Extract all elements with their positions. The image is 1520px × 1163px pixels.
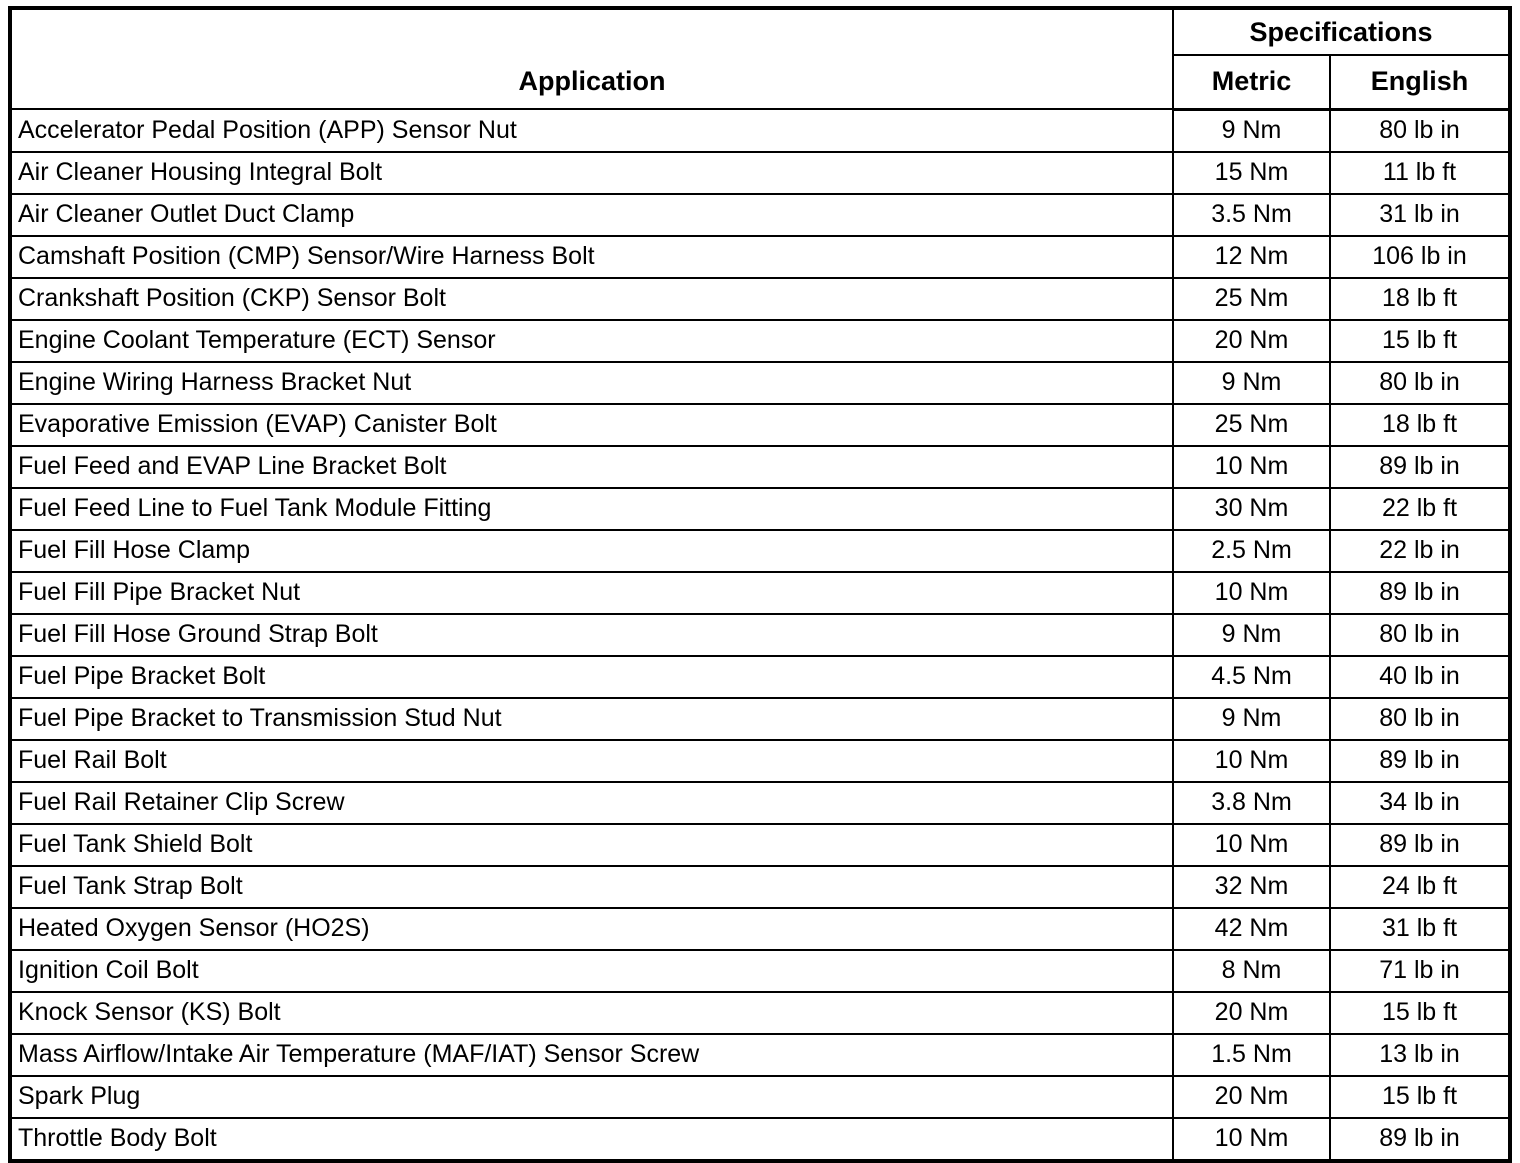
english-column-header: English [1330,55,1510,109]
table-row [10,572,1510,614]
application-cell: Spark Plug [10,1076,1173,1118]
english-value-cell: 80 lb in [1330,698,1510,740]
table-row [10,992,1510,1034]
english-value-cell: 31 lb in [1330,194,1510,236]
english-value-cell: 80 lb in [1330,614,1510,656]
table-row [10,824,1510,866]
table-row [10,1034,1510,1076]
application-cell: Fuel Pipe Bracket Bolt [10,656,1173,698]
metric-value-cell: 20 Nm [1173,1076,1330,1118]
metric-value-cell: 9 Nm [1173,698,1330,740]
english-value-cell: 22 lb ft [1330,488,1510,530]
header-row-specifications [10,8,1510,55]
application-cell: Knock Sensor (KS) Bolt [10,992,1173,1034]
english-value-cell: 89 lb in [1330,572,1510,614]
application-cell: Fuel Fill Hose Ground Strap Bolt [10,614,1173,656]
metric-value-cell: 25 Nm [1173,278,1330,320]
metric-value-cell: 10 Nm [1173,824,1330,866]
table-row [10,362,1510,404]
application-cell: Fuel Feed and EVAP Line Bracket Bolt [10,446,1173,488]
metric-value-cell: 12 Nm [1173,236,1330,278]
table-row [10,278,1510,320]
metric-value-cell: 10 Nm [1173,446,1330,488]
english-value-cell: 18 lb ft [1330,278,1510,320]
english-value-cell: 24 lb ft [1330,866,1510,908]
metric-value-cell: 10 Nm [1173,1118,1330,1161]
metric-value-cell: 30 Nm [1173,488,1330,530]
english-value-cell: 15 lb ft [1330,1076,1510,1118]
table-row [10,950,1510,992]
application-cell: Throttle Body Bolt [10,1118,1173,1161]
metric-value-cell: 9 Nm [1173,614,1330,656]
metric-value-cell: 9 Nm [1173,109,1330,152]
application-cell: Fuel Tank Shield Bolt [10,824,1173,866]
table-row [10,614,1510,656]
specifications-column-group-header: Specifications [1173,8,1510,55]
english-value-cell: 89 lb in [1330,446,1510,488]
metric-value-cell: 20 Nm [1173,992,1330,1034]
table-row [10,698,1510,740]
table-row [10,782,1510,824]
application-cell: Accelerator Pedal Position (APP) Sensor Nut [10,109,1173,152]
application-cell: Engine Coolant Temperature (ECT) Sensor [10,320,1173,362]
table-row [10,152,1510,194]
table-row [10,1076,1510,1118]
english-value-cell: 71 lb in [1330,950,1510,992]
spec-table-body [10,109,1510,1161]
application-cell: Fuel Rail Bolt [10,740,1173,782]
metric-value-cell: 42 Nm [1173,908,1330,950]
metric-value-cell: 4.5 Nm [1173,656,1330,698]
english-value-cell: 15 lb ft [1330,992,1510,1034]
application-cell: Air Cleaner Housing Integral Bolt [10,152,1173,194]
english-value-cell: 80 lb in [1330,109,1510,152]
application-cell: Fuel Rail Retainer Clip Screw [10,782,1173,824]
application-cell: Fuel Pipe Bracket to Transmission Stud Nut [10,698,1173,740]
english-value-cell: 89 lb in [1330,1118,1510,1161]
table-row [10,488,1510,530]
english-value-cell: 22 lb in [1330,530,1510,572]
metric-column-header: Metric [1173,55,1330,109]
application-cell: Engine Wiring Harness Bracket Nut [10,362,1173,404]
fastener-specifications-table [8,6,1512,1163]
application-cell: Mass Airflow/Intake Air Temperature (MAF/IAT) Sensor Screw [10,1034,1173,1076]
english-value-cell: 31 lb ft [1330,908,1510,950]
table-row [10,194,1510,236]
english-value-cell: 106 lb in [1330,236,1510,278]
table-row [10,908,1510,950]
english-value-cell: 89 lb in [1330,824,1510,866]
metric-value-cell: 1.5 Nm [1173,1034,1330,1076]
english-value-cell: 18 lb ft [1330,404,1510,446]
table-row [10,446,1510,488]
table-row [10,740,1510,782]
application-cell: Ignition Coil Bolt [10,950,1173,992]
table-row [10,404,1510,446]
application-cell: Fuel Tank Strap Bolt [10,866,1173,908]
metric-value-cell: 10 Nm [1173,572,1330,614]
metric-value-cell: 10 Nm [1173,740,1330,782]
metric-value-cell: 8 Nm [1173,950,1330,992]
metric-value-cell: 3.5 Nm [1173,194,1330,236]
table-row [10,320,1510,362]
english-value-cell: 80 lb in [1330,362,1510,404]
application-cell: Air Cleaner Outlet Duct Clamp [10,194,1173,236]
english-value-cell: 89 lb in [1330,740,1510,782]
application-cell: Evaporative Emission (EVAP) Canister Bolt [10,404,1173,446]
table-row [10,866,1510,908]
table-row [10,109,1510,152]
table-row [10,1118,1510,1161]
metric-value-cell: 20 Nm [1173,320,1330,362]
metric-value-cell: 32 Nm [1173,866,1330,908]
metric-value-cell: 2.5 Nm [1173,530,1330,572]
application-column-header: Application [10,8,1173,109]
english-value-cell: 11 lb ft [1330,152,1510,194]
english-value-cell: 15 lb ft [1330,320,1510,362]
application-cell: Fuel Fill Hose Clamp [10,530,1173,572]
english-value-cell: 40 lb in [1330,656,1510,698]
application-cell: Fuel Fill Pipe Bracket Nut [10,572,1173,614]
table-row [10,530,1510,572]
table-row [10,236,1510,278]
table-header [10,8,1510,109]
metric-value-cell: 25 Nm [1173,404,1330,446]
table-row [10,656,1510,698]
english-value-cell: 34 lb in [1330,782,1510,824]
english-value-cell: 13 lb in [1330,1034,1510,1076]
application-cell: Heated Oxygen Sensor (HO2S) [10,908,1173,950]
application-cell: Crankshaft Position (CKP) Sensor Bolt [10,278,1173,320]
application-cell: Fuel Feed Line to Fuel Tank Module Fitting [10,488,1173,530]
application-cell: Camshaft Position (CMP) Sensor/Wire Harness Bolt [10,236,1173,278]
metric-value-cell: 9 Nm [1173,362,1330,404]
metric-value-cell: 3.8 Nm [1173,782,1330,824]
metric-value-cell: 15 Nm [1173,152,1330,194]
